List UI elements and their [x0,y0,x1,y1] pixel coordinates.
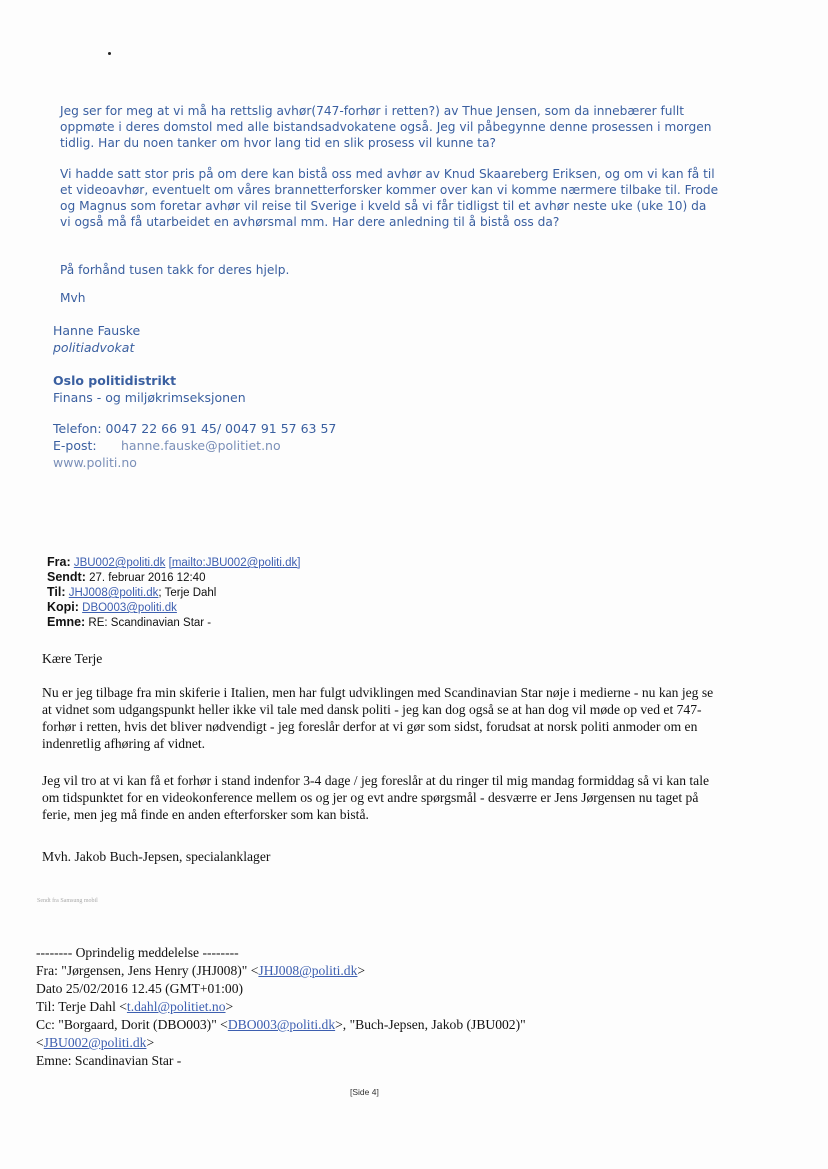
signature-email-label: E-post: [53,438,97,453]
original-from-prefix: Fra: "Jørgensen, Jens Henry (JHJ008)" < [36,963,259,978]
original-to-row [36,998,736,1016]
original-to-prefix: Til: Terje Dahl < [36,999,127,1014]
reply-header [47,555,300,630]
danish-paragraph-2: Jeg vil tro at vi kan få et forhør i stand indenfor 3-4 dage / jeg foreslår at du ringer til mig mandag formiddag så vi kan tale om tidspunktet for en videokonference mellem os og jer og evt andre spørgsmål - desværre er Jens Jørgensen nu taget på ferie, men jeg må finde en anden efterforsker som kan bistå. [42,773,710,822]
original-cc-email-link-1[interactable]: DBO003@politi.dk [227,1017,336,1032]
original-from-email-link[interactable]: JHJ008@politi.dk [258,963,358,978]
signature-title: politiadvokat [53,340,135,355]
original-cc-row-2 [36,1034,736,1052]
signature-email-link[interactable]: hanne.fauske@politiet.no [121,438,281,453]
scan-speck [108,52,111,55]
norwegian-paragraph-1: Jeg ser for meg at vi må ha rettslig avhør(747-forhør i retten?) av Thue Jensen, som da innebærer fullt oppmøte i deres domstol med alle bistandsadvokatene også. Jeg vil påbegynne denne prosessen i morgen tidlig. Har du noen tanker om hvor lang tid en slik prosess vil kunne ta? [60,104,712,150]
from-label: Fra: [47,555,71,569]
original-from-row [36,962,736,980]
signature-email-row [53,437,553,454]
signature-block [53,322,553,471]
subject-label: Emne: [47,615,86,629]
original-separator: -------- Oprindelig meddelelse -------- [36,945,239,960]
danish-closing: Mvh. Jakob Buch-Jepsen, specialanklager [42,849,271,864]
cc-label: Kopi: [47,600,79,614]
original-cc-row [36,1016,736,1034]
to-label: Til: [47,585,66,599]
original-date: Dato 25/02/2016 12.45 (GMT+01:00) [36,981,244,996]
original-cc-mid: >, "Buch-Jepsen, Jakob (JBU002)" [335,1017,526,1032]
sent-from-mobile: Sendt fra Samsung mobil [37,898,98,904]
signature-name: Hanne Fauske [53,323,141,338]
original-from-suffix: > [357,963,366,978]
sent-value: 27. februar 2016 12:40 [89,572,206,584]
original-subject: Emne: Scandinavian Star - [36,1053,182,1068]
signature-unit: Finans - og miljøkrimseksjonen [53,390,246,405]
danish-greeting: Kære Terje [42,651,103,666]
from-mailto-link[interactable]: [mailto:JBU002@politi.dk] [168,557,301,569]
sent-label: Sendt: [47,570,86,584]
norwegian-thanks: På forhånd tusen takk for deres hjelp. [60,263,290,277]
original-cc-line2-prefix: < [36,1035,44,1050]
norwegian-closing: Mvh [60,291,86,305]
original-cc-line2-suffix: > [146,1035,155,1050]
subject-value: RE: Scandinavian Star - [88,617,212,629]
danish-paragraph-1: Nu er jeg tilbage fra min skiferie i Italien, men har fulgt udviklingen med Scandinavian Star nøje i medierne - nu kan jeg se at vidnet som udgangspunkt heller ikke vil tale med dansk politi - jeg kan dog også se at han dog vil møde op ved et 747-forhør i retten, hvis det bliver nødvendigt - jeg foreslår derfor at vi gør som sidst, forudsat at norsk politi anmoder om en indenretlig afhøring af vidnet. [42,685,714,751]
to-email-link[interactable]: JHJ008@politi.dk [68,587,159,599]
signature-web-link[interactable]: www.politi.no [53,455,137,470]
norwegian-paragraph-2: Vi hadde satt stor pris på om dere kan bistå oss med avhør av Knud Skaareberg Eriksen, og om vi kan få til et videoavhør, eventuelt om våres brannetterforsker kommer over kan vi komme nærmere tilbake til. Frode og Magnus som foretar avhør vil reise til Sverige i kveld så vi får tidligst til et avhør neste uke (uke 10) da vi også må få utarbeidet en avhørsmal mm. Har dere anledning til å bistå oss da? [60,167,719,229]
original-to-email-link[interactable]: t.dahl@politiet.no [126,999,226,1014]
original-message [36,944,736,1070]
from-email-link[interactable]: JBU002@politi.dk [73,557,166,569]
original-to-suffix: > [225,999,234,1014]
to-rest: ; Terje Dahl [158,587,217,599]
original-cc-email-link-2[interactable]: JBU002@politi.dk [43,1035,147,1050]
signature-org: Oslo politidistrikt [53,373,177,388]
original-cc-prefix: Cc: "Borgaard, Dorit (DBO003)" < [36,1017,228,1032]
page-number: [Side 4] [350,1087,379,1097]
signature-phone: Telefon: 0047 22 66 91 45/ 0047 91 57 63 57 [53,421,337,436]
cc-email-link[interactable]: DBO003@politi.dk [82,602,177,614]
